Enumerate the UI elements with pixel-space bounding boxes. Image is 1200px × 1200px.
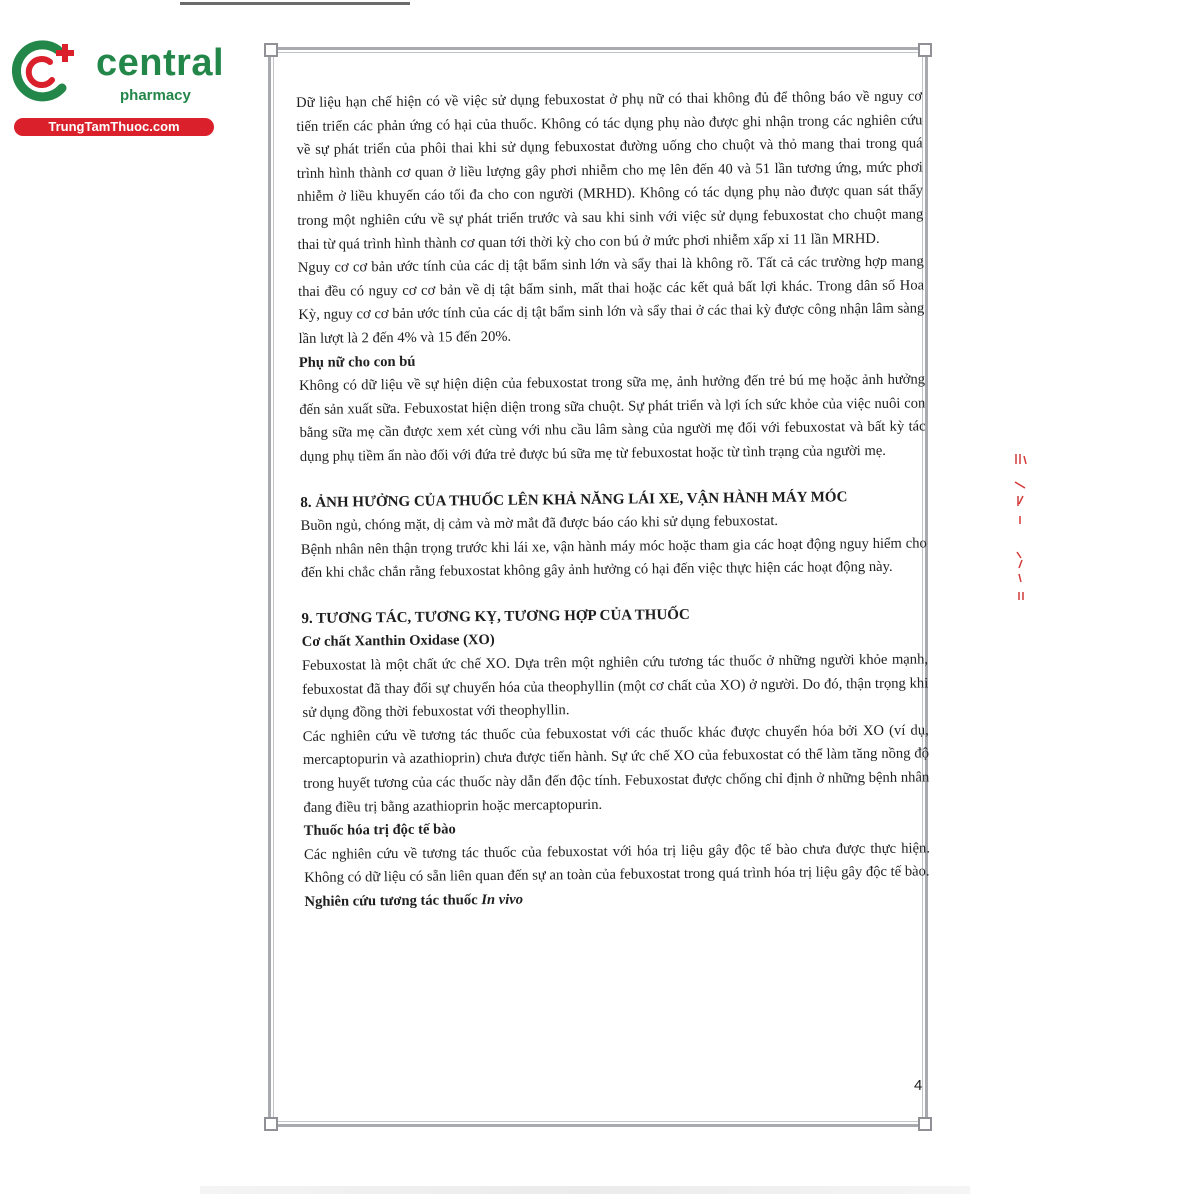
section-8-paragraph-1: Buồn ngủ, chóng mặt, dị cảm và mờ mắt đã được báo cáo khi sử dụng febuxostat.: [300, 513, 779, 535]
section-8-title: 8. ẢNH HƯỞNG CỦA THUỐC LÊN KHẢ NĂNG LÁI XE, VẬN HÀNH MÁY MÓC: [300, 488, 848, 511]
scan-edge-line: [180, 2, 410, 5]
scan-bottom-edge: [200, 1186, 970, 1194]
heading-in-vivo-italic: In vivo: [481, 891, 524, 909]
heading-breastfeeding: Phụ nữ cho con bú: [298, 353, 416, 371]
brand-subtitle: pharmacy: [120, 87, 191, 104]
pharmacy-logo[interactable]: [10, 36, 225, 136]
heading-cytotoxic-chemo: Thuốc hóa trị độc tế bào: [303, 821, 456, 840]
section-8-paragraph-2: Bệnh nhân nên thận trọng trước khi lái xe, vận hành máy móc hoặc tham gia các hoạt động nguy hiểm cho đến khi chắc chắn rằng febuxostat không gây ảnh hưởng có hại đến việc thực hiện các hoạt động này.: [300, 535, 927, 582]
xo-paragraph-1: Febuxostat là một chất ức chế XO. Dựa trên một nghiên cứu tương tác thuốc ở những người khỏe mạnh, febuxostat đã thay đổi sự chuyển hóa của theophyllin (một cơ chất của XO) ở người. Do đó, thận trọng khi sử dụng đồng thời febuxostat với theophyllin.: [301, 651, 929, 722]
section-9-title: 9. TƯƠNG TÁC, TƯƠNG KỴ, TƯƠNG HỢP CỦA THUỐC: [301, 606, 690, 627]
pregnancy-paragraph-2: Nguy cơ cơ bản ước tính của các dị tật bẩm sinh lớn và sẩy thai là không rõ. Tất cả các trường hợp mang thai đều có nguy cơ cơ bản về dị tật bẩm sinh, mất thai hoặc các kết quả bất lợi khác. Trong dân số Hoa Kỳ, nguy cơ cơ bản ước tính của các dị tật bẩm sinh lớn và sẩy thai ở các thai kỳ được công nhận lâm sàng lần lượt là 2 đến 4% và 15 đến 20%.: [297, 253, 925, 347]
heading-xanthin-oxidase: Cơ chất Xanthin Oxidase (XO): [301, 632, 495, 651]
document-body: [296, 85, 931, 914]
page-number: 4: [914, 1077, 923, 1094]
xo-paragraph-2: Các nghiên cứu về tương tác thuốc của febuxostat với các thuốc khác được chuyển hóa bởi XO (ví dụ, mercaptopurin và azathioprin) chưa được tiến hành. Sự ức chế XO của febuxostat có thể làm tăng nồng độ trong huyết tương của các thuốc này dẫn đến độc tính. Febuxostat được chống chỉ định ở những bệnh nhân đang điều trị bằng azathioprin hoặc mercaptopurin.: [302, 722, 930, 816]
breastfeeding-paragraph: Không có dữ liệu về sự hiện diện của febuxostat trong sữa mẹ, ảnh hưởng đến trẻ bú mẹ hoặc ảnh hưởng đến sản xuất sữa. Febuxostat hiện diện trong sữa chuột. Sự phát triển và lợi ích sức khỏe của việc nuôi con bằng sữa mẹ cần được xem xét cùng với nhu cầu lâm sàng của người mẹ đối với febuxostat và bất kỳ tác dụng phụ tiềm ẩn nào đối với đứa trẻ được bú sữa mẹ từ febuxostat hoặc từ tình trạng của người mẹ.: [298, 371, 926, 465]
pregnancy-paragraph-1: Dữ liệu hạn chế hiện có về việc sử dụng febuxostat ở phụ nữ có thai không đủ để thông báo về nguy cơ tiến triển các phản ứng có hại của thuốc. Không có tác dụng phụ nào được ghi nhận trong các nghiên cứu về sự phát triển của phôi thai khi sử dụng febuxostat đường uống cho chuột và thỏ mang thai trong quá trình hình thành cơ quan ở liều lượng gây phơi nhiễm cho mẹ lên đến 40 và 51 lần tương ứng, mức phơi nhiễm ở liều khuyến cáo tối đa cho con người (MRHD). Không có tác dụng phụ nào được quan sát thấy trong một nghiên cứu về sự phát triển trước và sau khi sinh với việc sử dụng febuxostat cho chuột mang thai từ quá trình hình thành cơ quan tới thời kỳ cho con bú ở mức phơi nhiễm xấp xỉ 11 lần MRHD.: [296, 88, 924, 253]
frame-corner: [918, 1117, 932, 1131]
chemo-paragraph: Các nghiên cứu về tương tác thuốc của febuxostat với hóa trị liệu gây độc tế bào chưa được thực hiện. Không có dữ liệu có sẵn liên quan đến sự an toàn của febuxostat trong quá trình hóa trị liệu gây độc tế bào.: [303, 840, 931, 887]
frame-corner: [918, 43, 932, 57]
frame-corner: [264, 43, 278, 57]
brand-url-badge[interactable]: TrungTamThuoc.com: [14, 118, 214, 136]
brand-name: central: [96, 42, 225, 84]
margin-stamp-marks: [1010, 452, 1032, 612]
frame-corner: [264, 1117, 278, 1131]
heading-in-vivo-prefix: Nghiên cứu tương tác thuốc: [304, 892, 482, 910]
pharmacy-logo-icon: [10, 36, 80, 106]
